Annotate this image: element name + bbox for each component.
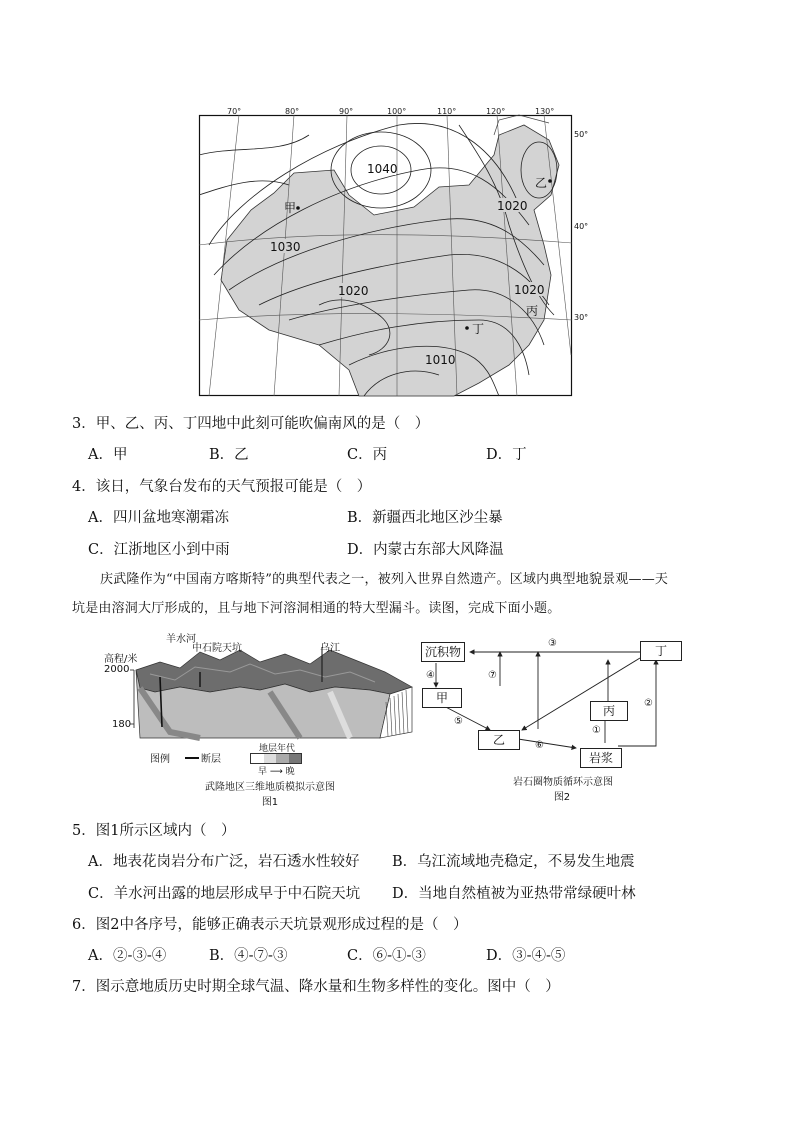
q4-option-c[interactable]: C．江浙地区小到中雨	[88, 542, 230, 558]
q6-option-c[interactable]: C．⑥-①-③	[347, 948, 426, 964]
isobar-value: 1010	[425, 353, 456, 367]
passage-line-2: 坑是由溶洞大厅形成的，且与地下河溶洞相通的特大型漏斗。读图，完成下面小题。	[72, 601, 561, 616]
arrow-5-label: ⑤	[454, 716, 463, 727]
lon-label: 100°	[387, 107, 407, 116]
isobar-value: 1030	[270, 240, 301, 254]
q4-option-d[interactable]: D．内蒙古东部大风降温	[347, 542, 504, 558]
place-yi: 乙	[535, 176, 548, 190]
figure-2-caption: 图2	[553, 792, 571, 803]
q3-option-c[interactable]: C．丙	[347, 447, 388, 463]
figure-1-caption: 图1	[261, 797, 279, 808]
y-axis-title: 高程/米	[104, 654, 138, 665]
q5-option-d[interactable]: D．当地自然植被为亚热带常绿硬叶林	[392, 886, 636, 902]
question-4-stem: 4．该日，气象台发布的天气预报可能是（ ）	[72, 479, 372, 495]
q4-option-b[interactable]: B．新疆西北地区沙尘暴	[347, 510, 503, 526]
q5-option-a[interactable]: A．地表花岗岩分布广泛，岩石透水性较好	[88, 854, 360, 870]
question-7-stem: 7．图示意地质历史时期全球气温、降水量和生物多样性的变化。图中（ ）	[72, 979, 560, 995]
arrow-3-label: ③	[548, 638, 557, 649]
q3-option-d[interactable]: D．丁	[486, 447, 527, 463]
figure-1-title: 武隆地区三维地质模拟示意图	[205, 782, 335, 793]
q3-option-a[interactable]: A．甲	[88, 447, 128, 463]
box-magma: 岩浆	[580, 748, 622, 768]
passage-line-1: 庆武隆作为“中国南方喀斯特”的典型代表之一，被列入世界自然遗产。区域内典型地貌景观——天	[100, 572, 669, 587]
box-ding: 丁	[640, 641, 682, 661]
legend-era-title: 地层年代	[259, 744, 296, 754]
place-bing: 丙	[526, 304, 539, 318]
era-scale: 早 ⟶ 晚	[258, 767, 295, 777]
lon-label: 110°	[437, 107, 457, 116]
q3-option-b[interactable]: B．乙	[209, 447, 249, 463]
y-tick: 2000	[104, 664, 130, 675]
lon-label: 70°	[227, 107, 242, 116]
q6-option-d[interactable]: D．③-④-⑤	[486, 948, 566, 964]
lon-label: 130°	[535, 107, 555, 116]
era-gradient-bar	[250, 753, 302, 764]
box-sediment: 沉积物	[421, 642, 465, 662]
weather-map	[199, 107, 572, 396]
box-yi: 乙	[478, 730, 520, 750]
arrow-4-label: ④	[426, 670, 435, 681]
fault-line-symbol	[185, 757, 199, 759]
q4-option-a[interactable]: A．四川盆地寒潮霜冻	[88, 510, 229, 526]
isobar-value: 1020	[514, 283, 545, 297]
arrow-1-label: ①	[592, 725, 601, 736]
q6-option-b[interactable]: B．④-⑦-③	[209, 948, 288, 964]
arrow-6-label: ⑥	[535, 740, 544, 751]
arrow-2-label: ②	[644, 698, 653, 709]
question-3-stem: 3．甲、乙、丙、丁四地中此刻可能吹偏南风的是（ ）	[72, 416, 430, 432]
q5-option-b[interactable]: B．乌江流域地壳稳定，不易发生地震	[392, 854, 635, 870]
lat-label: 40°	[574, 222, 589, 231]
y-tick: 180	[112, 719, 132, 730]
q6-option-a[interactable]: A．②-③-④	[88, 948, 167, 964]
label-yangshui-river: 羊水河	[166, 634, 196, 645]
isobar-value: 1040	[367, 162, 398, 176]
place-ding: 丁	[472, 322, 485, 336]
lat-label: 50°	[574, 130, 589, 139]
legend-title: 图例	[150, 754, 170, 765]
isobar-map-svg	[199, 107, 572, 396]
q5-option-c[interactable]: C．羊水河出露的地层形成早于中石院天坑	[88, 886, 361, 902]
isobar-value: 1020	[338, 284, 369, 298]
arrow-7-label: ⑦	[488, 670, 497, 681]
lon-label: 120°	[486, 107, 506, 116]
place-jia: 甲	[284, 201, 297, 215]
label-wujiang: 乌江	[320, 643, 340, 654]
box-bing: 丙	[590, 701, 628, 721]
lon-label: 80°	[285, 107, 300, 116]
figure-2-title: 岩石圈物质循环示意图	[513, 777, 613, 788]
legend-fault: 断层	[201, 754, 221, 765]
figure-2	[418, 636, 688, 806]
figure-1	[100, 632, 420, 807]
box-jia: 甲	[422, 688, 462, 708]
question-6-stem: 6．图2中各序号，能够正确表示天坑景观形成过程的是（ ）	[72, 917, 468, 933]
question-5-stem: 5．图1所示区域内（ ）	[72, 823, 236, 839]
lon-label: 90°	[339, 107, 354, 116]
isobar-value: 1020	[497, 199, 528, 213]
label-tiankeng: 中石院天坑	[192, 643, 242, 654]
lat-label: 30°	[574, 313, 589, 322]
